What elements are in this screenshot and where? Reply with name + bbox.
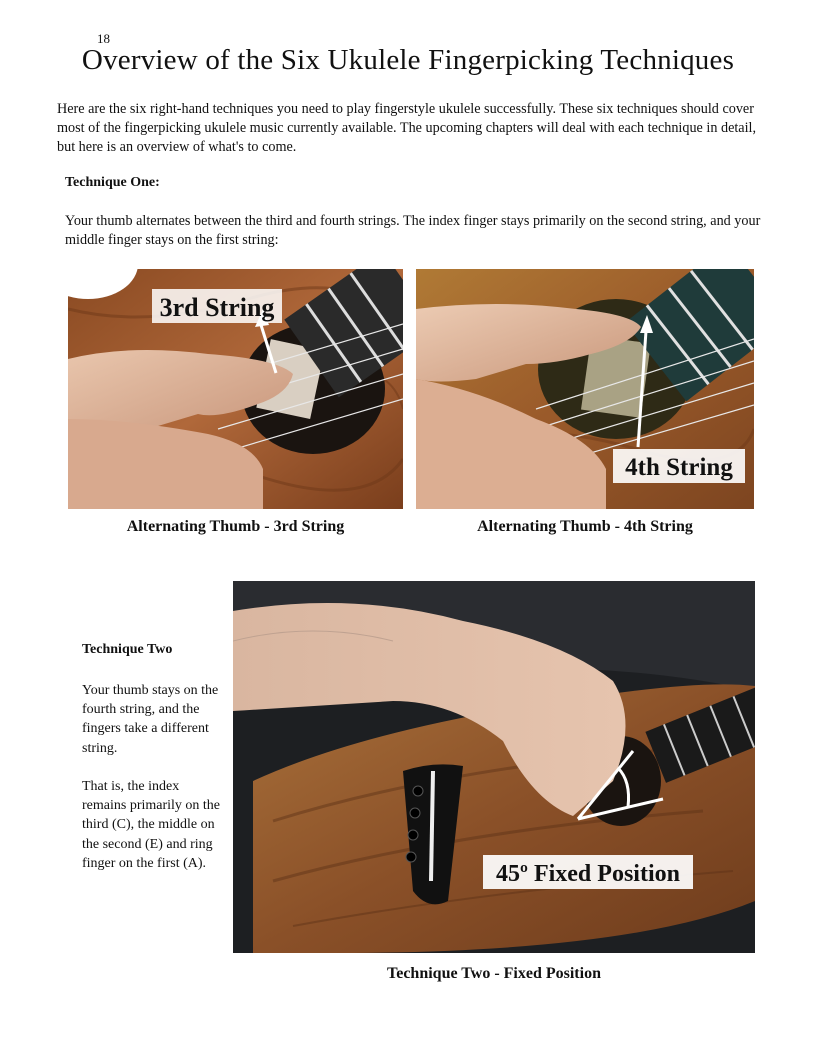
photo-label-fixed-position: 45º Fixed Position	[496, 861, 680, 887]
intro-paragraph: Here are the six right-hand techniques you need to play fingerstyle ukulele successfully. These six techniques should cover most of the fingerpicking ukulele music currently available. The upcoming chapters will deal with each technique in detail, but here is an overview of what's to come.	[57, 101, 757, 155]
photo-fixed-position	[233, 581, 755, 953]
photo-label-3rd-string: 3rd String	[159, 293, 275, 322]
photo-label-4th-string: 4th String	[625, 454, 733, 481]
photo-4th-string	[416, 269, 754, 509]
technique-two-heading: Technique Two	[82, 642, 173, 657]
technique-one-body: Your thumb alternates between the third and fourth strings. The index finger stays primarily on the second string, and your middle finger stays on the first string:	[65, 213, 761, 248]
page-title: Overview of the Six Ukulele Fingerpicking Techniques	[81, 44, 735, 76]
technique-one-heading: Technique One:	[65, 175, 160, 190]
caption-fixed-position: Technique Two - Fixed Position	[387, 965, 601, 982]
caption-3rd-string: Alternating Thumb - 3rd String	[126, 518, 345, 535]
page-number: 18	[97, 31, 110, 46]
caption-4th-string: Alternating Thumb - 4th String	[477, 518, 693, 535]
technique-two-para-1: Your thumb stays on the fourth string, and the fingers take a different string.	[82, 683, 219, 756]
technique-two-para-2: That is, the index remains primarily on the third (C), the middle on the second (E) and ring finger on the first (A).	[82, 779, 221, 871]
photo-3rd-string	[68, 269, 403, 509]
